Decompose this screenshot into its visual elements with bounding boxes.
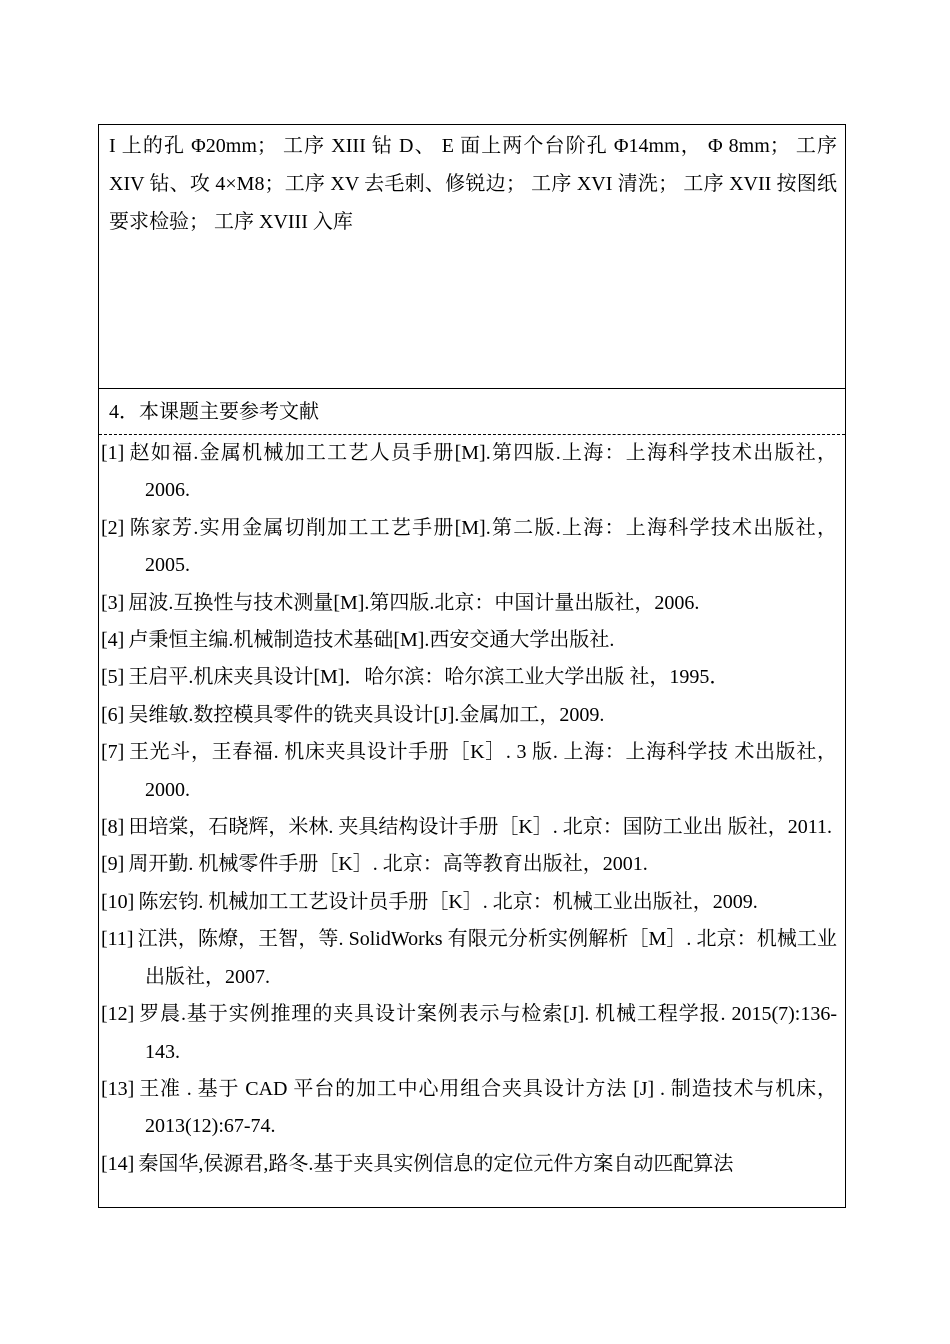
- reference-number: [6]: [101, 703, 125, 726]
- process-steps-text: I 上的孔 Φ20mm； 工序 XIII 钻 D、 E 面上两个台阶孔 Φ14mm， Φ 8mm； 工序 XIV 钻、攻 4×M8；工序 XV 去毛刺、修锐边； 工序 XVI 清洗； 工序 XVII 按图纸要求检验； 工序 XVIII 入库: [109, 135, 837, 233]
- reference-text: 罗晨.基于实例推理的夹具设计案例表示与检索[J]. 机械工程学报. 2015(7):136-143.: [138, 1003, 837, 1063]
- reference-item: [101, 585, 837, 622]
- reference-number: [4]: [101, 629, 125, 652]
- reference-number: [5]: [101, 666, 125, 689]
- reference-text: 王启平.机床夹具设计[M]．哈尔滨：哈尔滨工业大学出版 社，1995．: [128, 666, 730, 689]
- reference-number: [3]: [101, 591, 125, 614]
- reference-number: [13]: [101, 1077, 135, 1100]
- reference-text: 吴维敏.数控模具零件的铣夹具设计[J].金属加工，2009.: [128, 703, 605, 726]
- reference-text: 江洪，陈燎，王智，等. SolidWorks 有限元分析实例解析［M］. 北京：机械工业出版社，2007.: [137, 928, 837, 988]
- reference-text: 周开勤. 机械零件手册［K］. 北京：高等教育出版社，2001.: [128, 853, 648, 876]
- reference-text: 卢秉恒主编.机械制造技术基础[M].西安交通大学出版社.: [128, 629, 615, 652]
- reference-number: [11]: [101, 928, 134, 951]
- reference-number: [14]: [101, 1152, 135, 1175]
- reference-text: 陈家芳.实用金属切削加工工艺手册[M].第二版.上海：上海科学技术出版社，2005.: [128, 516, 837, 577]
- reference-item: [101, 697, 837, 734]
- references-list: [99, 435, 845, 1207]
- reference-item: [101, 884, 837, 921]
- reference-item: [101, 510, 837, 585]
- reference-text: 王光斗，王春福. 机床夹具设计手册［K］. 3 版. 上海：上海科学技 术出版社，2000.: [128, 741, 837, 801]
- reference-text: 田培棠，石晓辉，米林. 夹具结构设计手册［K］. 北京：国防工业出 版社，2011.: [128, 816, 833, 839]
- reference-item: [101, 659, 837, 696]
- reference-text: 秦国华,侯源君,路冬.基于夹具实例信息的定位元件方案自动匹配算法: [138, 1152, 734, 1175]
- reference-item: [101, 1071, 837, 1146]
- reference-item: [101, 622, 837, 659]
- reference-text: 王准 . 基于 CAD 平台的加工中心用组合夹具设计方法 [J] . 制造技术与机床，2013(12):67-74.: [138, 1077, 837, 1138]
- reference-text: 屈波.互换性与技术测量[M].第四版.北京：中国计量出版社，2006.: [128, 591, 700, 614]
- reference-text: 陈宏钧. 机械加工工艺设计员手册［K］. 北京：机械工业出版社，2009.: [138, 890, 758, 913]
- reference-item: [101, 996, 837, 1071]
- reference-item: [101, 435, 837, 510]
- reference-number: [10]: [101, 890, 135, 913]
- reference-item: [101, 809, 837, 846]
- reference-item: [101, 846, 837, 883]
- document-table: [98, 124, 846, 1208]
- reference-item: [101, 921, 837, 996]
- reference-number: [8]: [101, 816, 125, 839]
- reference-text: 赵如福.金属机械加工工艺人员手册[M].第四版.上海：上海科学技术出版社，2006.: [128, 442, 837, 502]
- references-heading: 4．本课题主要参考文献: [99, 389, 845, 435]
- reference-item: [101, 1146, 837, 1183]
- process-steps-cell: [99, 125, 845, 389]
- reference-item: [101, 734, 837, 809]
- reference-number: [9]: [101, 853, 125, 876]
- reference-number: [1]: [101, 442, 125, 464]
- reference-number: [12]: [101, 1003, 135, 1026]
- reference-number: [7]: [101, 741, 125, 764]
- reference-number: [2]: [101, 516, 125, 539]
